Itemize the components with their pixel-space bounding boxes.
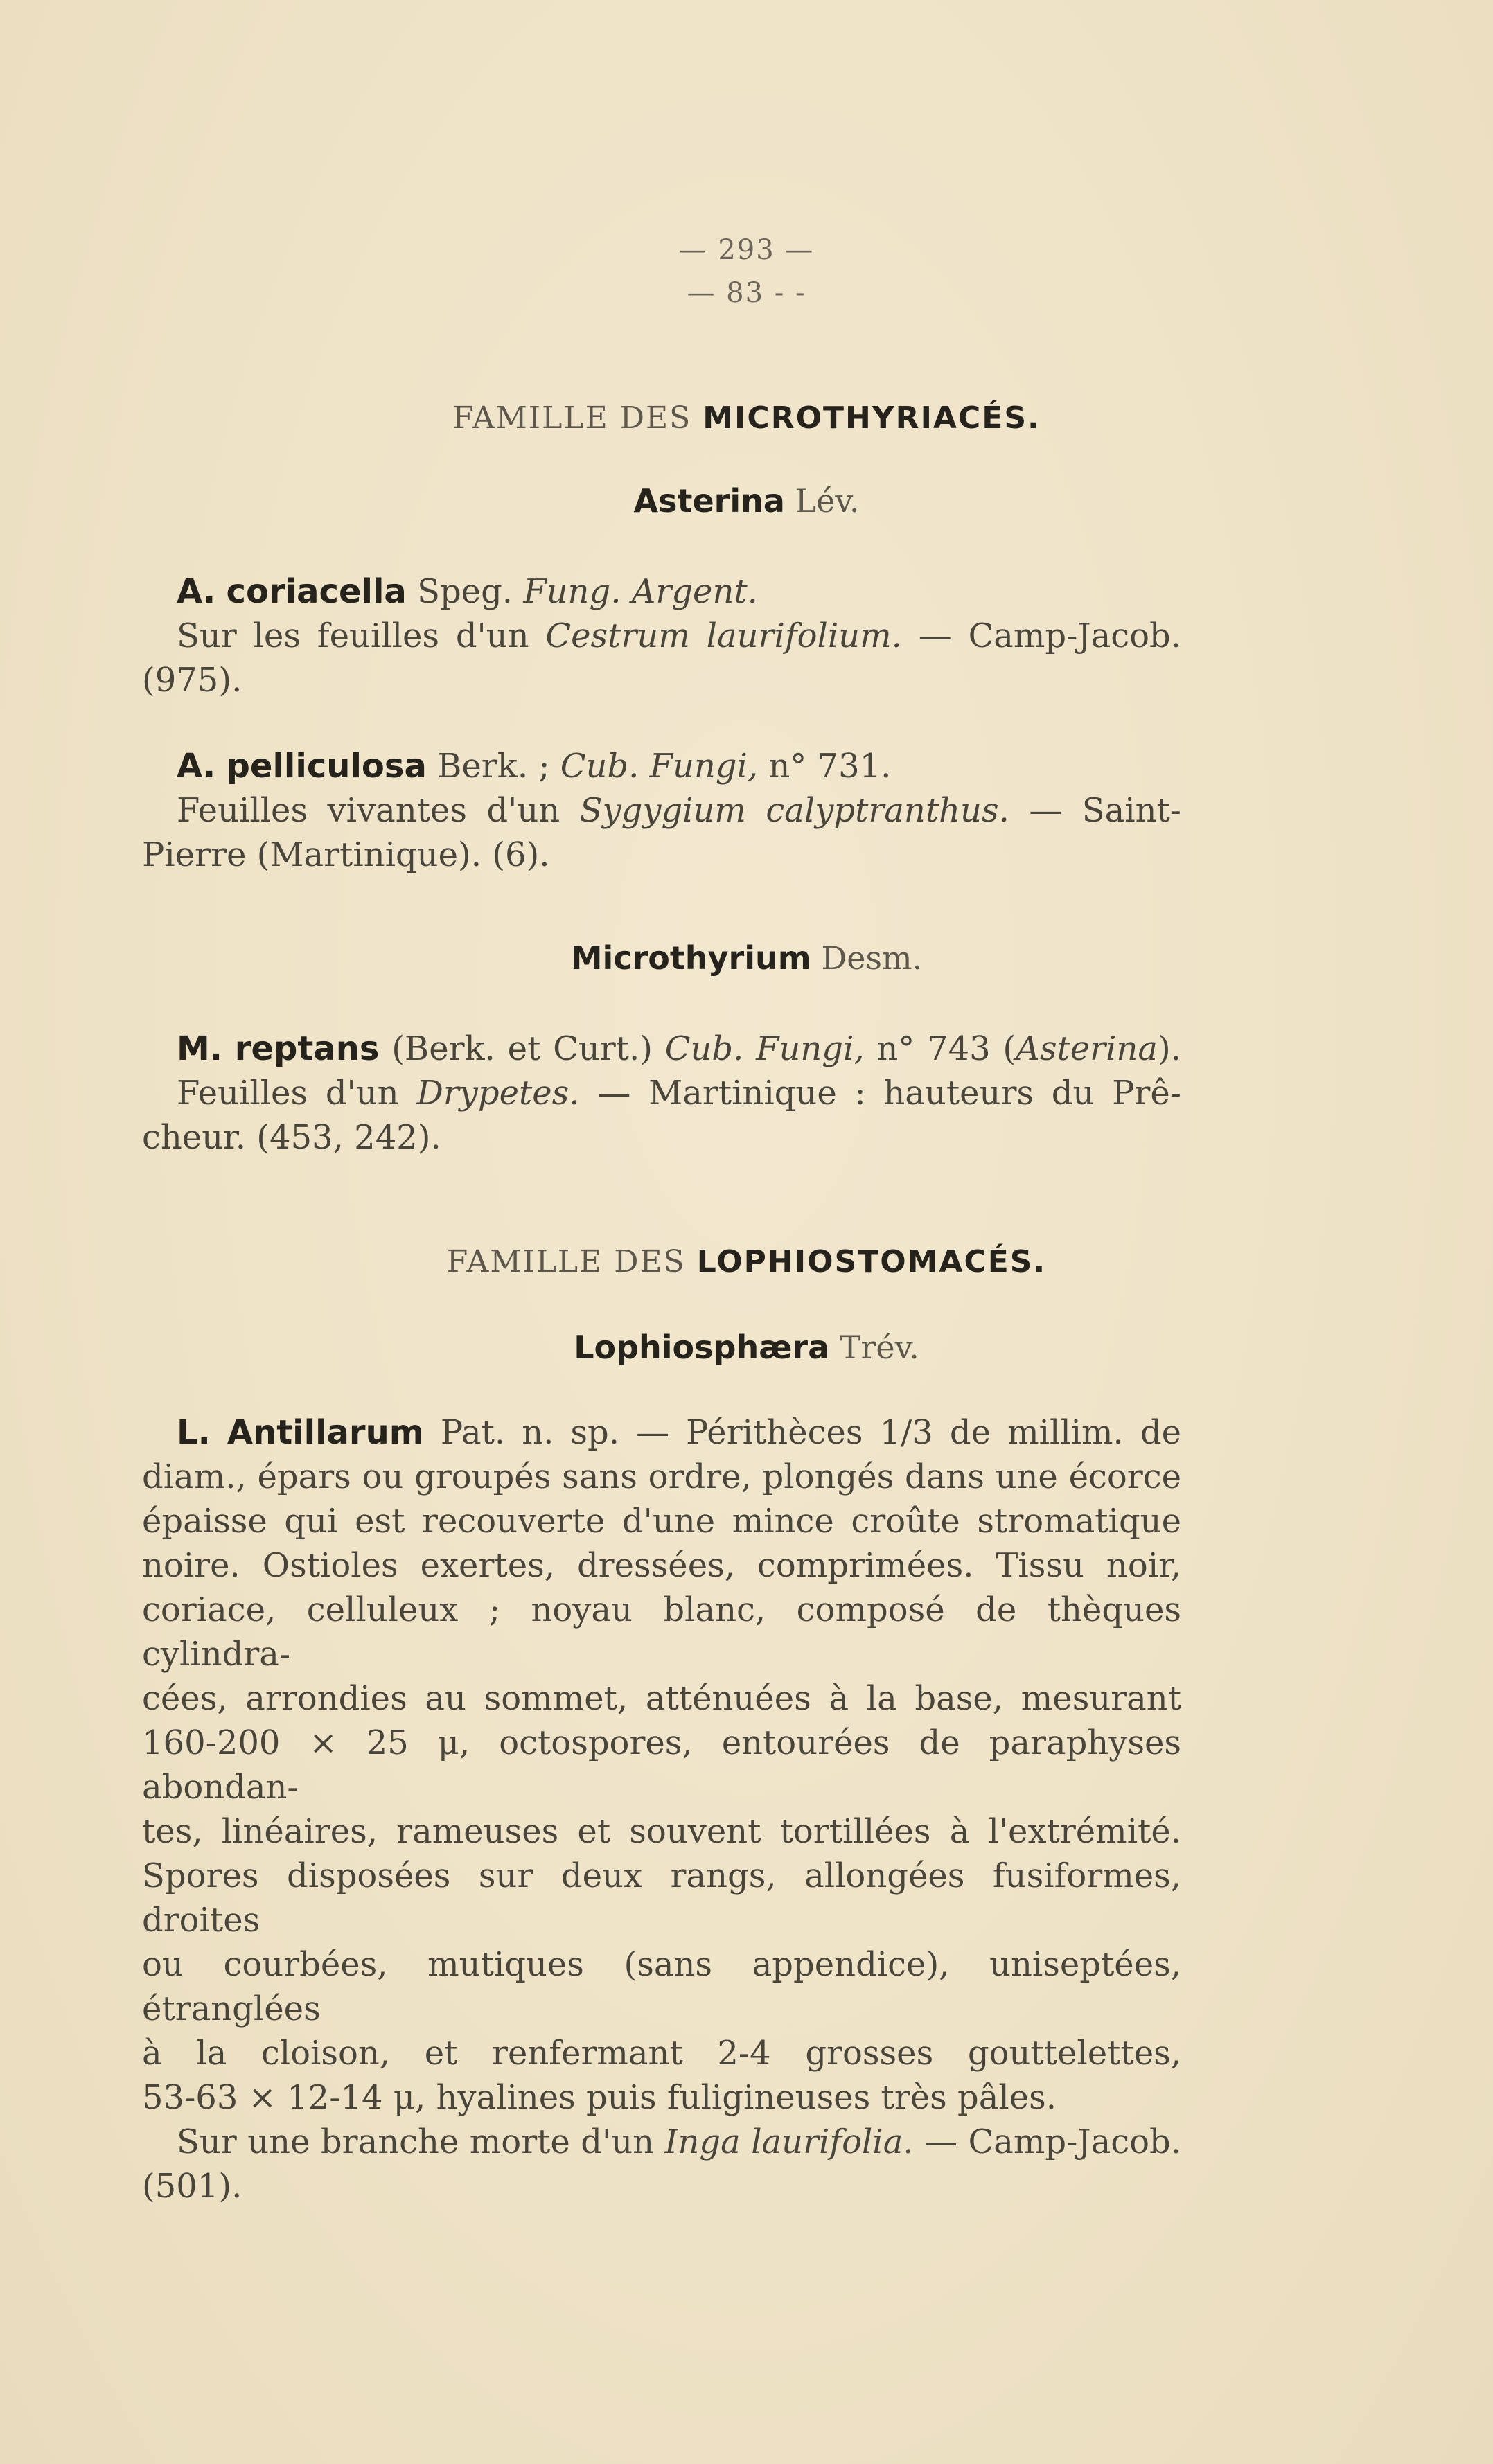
species-author: Speg. (417, 572, 513, 611)
entry-title-line (142, 569, 1181, 614)
entry-habitat-line (142, 788, 1181, 833)
entry-habitat-line (142, 1071, 1181, 1115)
description-line: à la cloison, et renfermant 2-4 grosses gouttelettes, (142, 2034, 1181, 2073)
species-entry-coriacella (142, 569, 1181, 702)
page-number-secondary: — 83 - - (687, 277, 806, 309)
entry-locality-continuation: cheur. (453, 242). (142, 1118, 441, 1157)
genus-name: Asterina (633, 482, 785, 520)
species-reference: Fung. Argent. (523, 572, 758, 611)
family-heading-microthyriaces (0, 400, 1493, 436)
synonym-genus: Asterina (1016, 1029, 1158, 1068)
description-line: diam., épars ou groupés sans ordre, plongés dans une écorce (142, 1457, 1181, 1496)
entry-habitat-line (142, 614, 1181, 658)
genus-heading-asterina (0, 482, 1493, 520)
genus-author: Desm. (821, 939, 923, 977)
entry-collection-number: (975). (142, 661, 242, 700)
species-reference: Cub. Fungi, (560, 747, 759, 786)
entry-title-line (142, 1410, 1181, 1455)
species-name: pelliculosa (226, 747, 427, 786)
host-name: Inga laurifolia. (664, 2122, 914, 2161)
description-line: coriace, celluleux ; noyau blanc, composé de thèques cylindra- (142, 1590, 1181, 1674)
description-start: Pat. n. sp. — Périthèces 1/3 de millim. de (440, 1413, 1181, 1452)
species-abbr: A. (177, 747, 216, 786)
page-number-primary: — 293 — (678, 234, 815, 266)
genus-name: Lophiosphæra (574, 1329, 830, 1366)
family-heading-lophiostomaces (0, 1244, 1493, 1279)
host-name: Cestrum laurifolium. (545, 617, 902, 655)
species-name: Antillarum (227, 1413, 424, 1452)
species-abbr: M. (177, 1029, 222, 1068)
entry-collection-number: (501). (142, 2167, 242, 2206)
host-name: Sygygium calyptranthus. (579, 791, 1009, 830)
genus-heading-microthyrium (0, 939, 1493, 977)
locality-text: — Camp-Jacob. (913, 2122, 1181, 2161)
description-line: cées, arrondies au sommet, atténuées à la base, mesurant (142, 1679, 1181, 1718)
species-name: reptans (234, 1029, 380, 1068)
species-entry-pelliculosa (142, 744, 1181, 877)
species-author: (Berk. et Curt.) (391, 1029, 665, 1068)
habitat-text: Sur une branche morte d'un (177, 2122, 665, 2161)
species-author: Berk. ; (437, 747, 560, 786)
species-name: coriacella (226, 572, 407, 611)
family-name: MICROTHYRIACÉS. (703, 400, 1041, 436)
description-line: noire. Ostioles exertes, dressées, comprimées. Tissu noir, (142, 1546, 1181, 1585)
description-line: épaisse qui est recouverte d'une mince croûte stromatique (142, 1502, 1181, 1541)
species-abbr: L. (177, 1413, 211, 1452)
family-name: LOPHIOSTOMACÉS. (696, 1244, 1047, 1279)
species-reference: Cub. Fungi, (664, 1029, 865, 1068)
entry-habitat-line (142, 2120, 1181, 2164)
locality-text: — Martinique : hauteurs du Prê- (579, 1074, 1181, 1113)
family-prefix: FAMILLE DES (446, 1244, 686, 1279)
entry-title-line (142, 1027, 1181, 1071)
entry-locality-continuation: Pierre (Martinique). (6). (142, 835, 550, 874)
reference-number: n° 743 ( (864, 1029, 1016, 1068)
description-line: ou courbées, mutiques (sans appendice), uniseptées, étranglées (142, 1945, 1181, 2028)
synonym-close: ). (1158, 1029, 1181, 1068)
description-line: Spores disposées sur deux rangs, allongées fusiformes, droites (142, 1856, 1181, 1940)
family-prefix: FAMILLE DES (452, 400, 692, 436)
species-entry-antillarum (142, 1410, 1181, 2208)
entry-title-line (142, 744, 1181, 788)
habitat-text: Sur les feuilles d'un (177, 617, 546, 655)
locality-text: — Camp-Jacob. (901, 617, 1182, 655)
habitat-text: Feuilles vivantes d'un (177, 791, 580, 830)
description-last-line: 53-63 × 12-14 μ, hyalines puis fuligineuses très pâles. (142, 2078, 1057, 2117)
reference-number: n° 731. (758, 747, 892, 786)
host-name: Drypetes. (416, 1074, 580, 1113)
genus-author: Lév. (795, 482, 860, 520)
species-entry-reptans (142, 1027, 1181, 1160)
genus-author: Trév. (839, 1329, 919, 1366)
locality-text: — Saint- (1009, 791, 1182, 830)
genus-name: Microthyrium (570, 939, 811, 977)
description-line: 160-200 × 25 μ, octospores, entourées de paraphyses abondan- (142, 1723, 1181, 1807)
genus-heading-lophiosphaera (0, 1329, 1493, 1366)
description-line: tes, linéaires, rameuses et souvent tortillées à l'extrémité. (142, 1812, 1181, 1851)
habitat-text: Feuilles d'un (177, 1074, 417, 1113)
species-abbr: A. (177, 572, 216, 611)
